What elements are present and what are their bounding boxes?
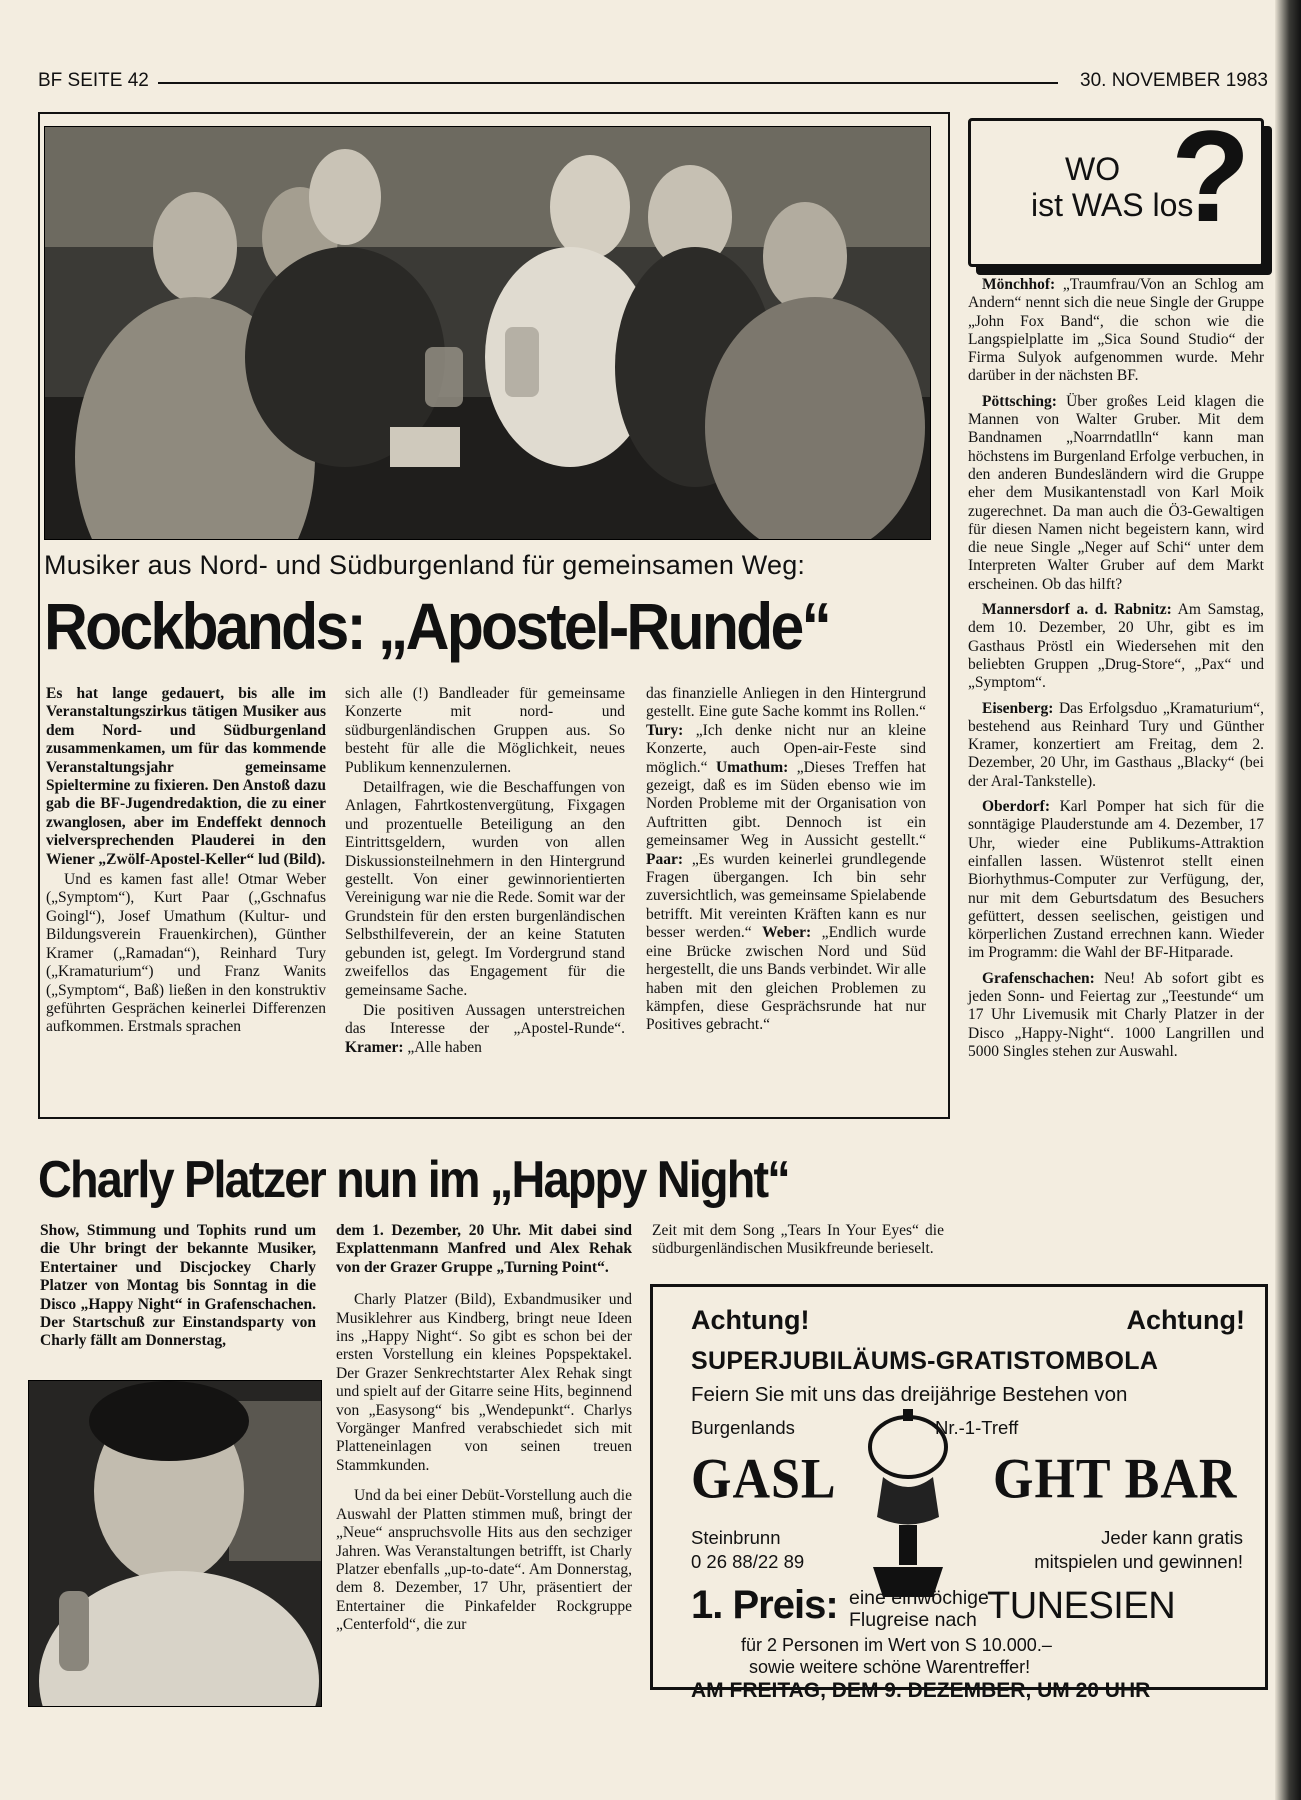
text-run: Die positiven Aussagen unterstreichen das Interesse der „Apostel-Runde“. — [345, 1001, 625, 1038]
listing-place: Grafenschachen: — [982, 969, 1095, 987]
article-paragraph: Detailfragen, wie die Beschaffungen von Anlagen, Fahrtkostenvergütung, Fixgagen und prozentuelle Beteiligung an den Eintrittsgeldern, wurden von allen Diskussionsteilnehmern in den Hintergrund gestellt. Von einer gewinnorientierten Vereinigung war nie die Rede. Somit war der Grundstein für den ersten burgenländischen Selbsthilfeverein, der an keine Statuten gebunden ist, gelegt. Im Vordergrund stand zweifellos das Engagement für die gemeinsame Sache. — [345, 779, 625, 999]
listing-place: Eisenberg: — [982, 699, 1054, 717]
listing-item — [968, 601, 1264, 692]
listing-item — [968, 393, 1264, 594]
article-column-1 — [46, 685, 326, 1039]
article-column-3 — [646, 685, 926, 1037]
second-article-headline: Charly Platzer nun im „Happy Night“ — [38, 1151, 789, 1209]
ad-destination: TUNESIEN — [987, 1585, 1176, 1627]
second-article-column-2 — [336, 1222, 632, 1637]
text-run: „Es wurden keinerlei grundlegende Fragen übergangen. Ich bin sehr zuversichtlich, was gemeinsame Spielabende betrifft. Mit vereinten Kräften kann es nur besser werden.“ — [646, 850, 926, 942]
tombola-advertisement — [650, 1284, 1268, 1702]
speaker-name: Weber: — [762, 924, 812, 942]
charly-platzer-photo — [28, 1380, 322, 1707]
ad-phone: 0 26 88/22 89 — [691, 1551, 805, 1572]
listing-item — [968, 276, 1264, 386]
page-binding-shadow — [1275, 0, 1301, 1800]
article-column-2 — [345, 685, 625, 1059]
text-run: das finanzielle Anliegen in den Hintergrund gestellt. Eine gute Sache kommt ins Rollen.“ — [646, 685, 926, 721]
listing-text: Karl Pomper hat sich für die sonntägige Plauderstunde am 4. Dezember, 17 Uhr, wieder eine Publikums-Attraktion einfallen lassen. Wüstenrot stellt einen Biorhythmus-Computer zur Verfügung, der, nur mit dem Geburtsdatum des Besuchers gefüttert, dessen seelischen, geistigen und körperlichen Zustand errechnen kann. Wieder im Programm: die Wahl der BF-Hitparade. — [968, 798, 1264, 962]
text-run: „Alle haben — [403, 1038, 482, 1056]
listing-text: Über großes Leid klagen die Mannen von Walter Gruber. Mit dem Bandnamen „Noarrndatlln“ kann man höchstens im Burgenland Erfolge verbuchen, in den anderen Bundesländern wird die Gruppe eher dem Musikantenstadl von Karl Moik zugerechnet. Da man auch die Ö3-Gewaltigen für diesen Namen nicht begeistern kann, wird die neue Single „Neger auf Schi“ unter dem Interpreten Walter Gruber auf dem Markt erscheinen. Ob das hilft? — [968, 392, 1264, 593]
ad-feiern-text: Feiern Sie mit uns das dreijährige Bestehen von — [691, 1383, 1128, 1406]
article-paragraph — [345, 1002, 625, 1057]
listing-item — [968, 970, 1264, 1061]
ad-prize-value: für 2 Personen im Wert von S 10.000.– — [741, 1635, 1052, 1655]
speaker-name: Umathum: — [715, 758, 789, 776]
question-mark-icon: ? — [1171, 103, 1251, 249]
ad-prize-line-2: Flugreise nach — [849, 1609, 977, 1631]
ad-achtung-right: Achtung! — [1126, 1305, 1245, 1335]
ad-burgenlands: Burgenlands — [691, 1417, 795, 1438]
wo-ist-was-los-box — [968, 103, 1264, 267]
oil-lamp-icon — [843, 1407, 973, 1607]
ad-first-prize: 1. Preis: — [691, 1583, 838, 1627]
ad-prize-line-1: eine einwöchige — [849, 1587, 989, 1609]
article-paragraph: Und es kamen fast alle! Otmar Weber („Symptom“), Kurt Paar („Gschnafus Goingl“), Josef Umathum (Kultur- und Bildungsverein Frauenkirchen), Günther Kramer („Ramadan“), Reinhard Tury („Kramaturium“) und Franz Wanits („Symptom“, Baß) ließen in den konstruktiv geführten Gesprächen keinerlei Differenzen aufkommen. Erstmals sprachen — [46, 871, 326, 1036]
text-run: „Ich denke nicht nur an kleine Konzerte, auch Open-air-Feste sind möglich.“ — [646, 721, 926, 776]
listing-item — [968, 700, 1264, 791]
listing-place: Mönchhof: — [982, 276, 1056, 293]
listing-text: „Traumfrau/Von an Schlog am Andern“ nennt sich die neue Single der Gruppe „John Fox Band“, die schon wie die Langspielplatte im „Sica Sound Studio“ der Firma Sulyok aufgenommen wurde. Mehr darüber in der nächsten BF. — [968, 276, 1264, 385]
ad-headline: SUPERJUBILÄUMS-GRATISTOMBOLA — [691, 1347, 1159, 1375]
speaker-name: Tury: — [646, 721, 684, 739]
speaker-name: Paar: — [646, 850, 684, 868]
listing-place: Oberdorf: — [982, 798, 1051, 816]
ad-brand-gaslight-left: GASL — [691, 1448, 837, 1511]
ad-mitspielen: mitspielen und gewinnen! — [1034, 1551, 1243, 1572]
issue-date: 30. NOVEMBER 1983 — [1080, 70, 1268, 91]
article-lead: Es hat lange gedauert, bis alle im Veranstaltungszirkus tätigen Musiker aus dem Nord- und Südburgenland zusammenkamen, um für das kommende Veranstaltungsjahr gemeinsame Spieltermine zu fixieren. Den Anstoß dazu gab die BF-Jugendredaktion, die zu einer zwanglosen, aber im Endeffekt dennoch vielversprechenden Plauderei in den Wiener „Zwölf-Apostel-Keller“ lud (Bild). — [46, 685, 326, 868]
article-paragraph: Charly Platzer (Bild), Exbandmusiker und Musiklehrer aus Kindberg, bringt neue Ideen ins „Happy Night“. So gibt es schon bei der ersten Vorstellung ein kleines Popspektakel. Der Grazer Senkrechtstarter Alex Rehak singt und spielt auf der Gitarre seine Hits, beginnend von „Easysong“ bis „Wendepunkt“. Charlys Vorgänger Manfred verabschiedet sich mit Platteneinlagen von seinen treuen Stammkunden. — [336, 1291, 632, 1474]
text-run: „Dieses Treffen hat gezeigt, daß es im Süden ebenso wie im Norden Probleme mit der Organisation von Auftritten gibt. Dennoch ist ein gemeinsamer Weg in Aussicht gestellt.“ — [646, 758, 926, 850]
text-run: „Endlich wurde eine Brücke zwischen Nord und Süd hergestellt, die uns Bands verbindet. Wir alle haben mit den gleichen Problemen zu kämpfen, diese Gesprächsrunde hat nur Positives gebracht.“ — [646, 924, 927, 1034]
ad-nr1-treff: Nr.-1-Treff — [935, 1417, 1019, 1438]
sidebar-listings — [968, 276, 1264, 1068]
article-paragraph — [646, 685, 926, 1035]
article-headline: Rockbands: „Apostel-Runde“ — [44, 589, 830, 663]
ad-town: Steinbrunn — [691, 1527, 781, 1548]
listing-place: Pöttsching: — [982, 392, 1057, 410]
speaker-name: Kramer: — [345, 1038, 404, 1056]
article-lead: Show, Stimmung und Tophits rund um die Uhr bringt der bekannte Musiker, Entertainer und Discjockey Charly Platzer von Montag bis Sonntag in die Disco „Happy Night“ in Grafenschachen. Der Startschuß zur Einstandsparty von Charly fällt am Donnerstag, — [40, 1222, 316, 1350]
second-article-column-1 — [40, 1222, 316, 1353]
ad-more-prizes: sowie weitere schöne Warentreffer! — [749, 1657, 1031, 1677]
sidebar-title-wo: WO — [1065, 151, 1121, 187]
ad-brand-gaslight-right: GHT BAR — [993, 1448, 1238, 1511]
article-lead-continued: dem 1. Dezember, 20 Uhr. Mit dabei sind Explattenmann Manfred und Alex Rehak von der Grazer Gruppe „Turning Point“. — [336, 1222, 632, 1276]
listing-text: Am Samstag, dem 10. Dezember, 20 Uhr, gibt es im Gasthaus Pröstl ein Wiedersehen mit den beliebten Gruppen „Drug-Store“, „Pax“ und „Symptom“. — [968, 601, 1265, 692]
article-paragraph: sich alle (!) Bandleader für gemeinsame Konzerte mit nord- und südburgenländischen Gruppen aus. So besteht für alle die Möglichkeit, neues Publikum kennenzulernen. — [345, 685, 625, 776]
article-paragraph: Und da bei einer Debüt-Vorstellung auch die Auswahl der Platten stimmen muß, bringt der „Neue“ anspruchsvolle Hits aus den sechziger Jahren. Was Veranstaltungen betrifft, ist Charly Platzer ebenfalls „up-to-date“. Am Donnerstag, dem 8. Dezember, 17 Uhr, präsentiert der Entertainer die Pinkafelder Rockgruppe „Centerfold“, die zur — [336, 1487, 632, 1634]
article-paragraph: Zeit mit dem Song „Tears In Your Eyes“ die südburgenländischen Musikfreunde berieselt. — [652, 1222, 944, 1258]
listing-item — [968, 798, 1264, 963]
page-header — [38, 70, 1268, 98]
band-leaders-photo — [44, 126, 931, 540]
sidebar-title-ist-was-los: ist WAS los — [1031, 187, 1194, 223]
second-article-column-3 — [652, 1222, 944, 1261]
listing-place: Mannersdorf a. d. Rabnitz: — [982, 601, 1172, 619]
header-rule — [158, 82, 1058, 84]
article-kicker: Musiker aus Nord- und Südburgenland für gemeinsamen Weg: — [44, 550, 806, 580]
ad-achtung-left: Achtung! — [691, 1305, 810, 1335]
ad-jeder-kann: Jeder kann gratis — [1101, 1527, 1243, 1548]
listing-text: Neu! Ab sofort gibt es jeden Sonn- und Feiertag zur „Teestunde“ um 17 Uhr Livemusik mit Charly Platzer in der Disco „Happy-Night“. 1000 Langrillen und 5000 Singles stehen zur Auswahl. — [968, 969, 1264, 1060]
ad-date: AM FREITAG, DEM 9. DEZEMBER, UM 20 UHR — [691, 1679, 1151, 1702]
listing-text: Das Erfolgsduo „Kramaturium“, bestehend aus Reinhard Tury und Günther Kramer, konzertiert am Freitag, dem 2. Dezember, 20 Uhr, im Gasthaus „Blacky“ (bei der Aral-Tankstelle). — [968, 699, 1264, 790]
page-number: BF SEITE 42 — [38, 70, 149, 91]
